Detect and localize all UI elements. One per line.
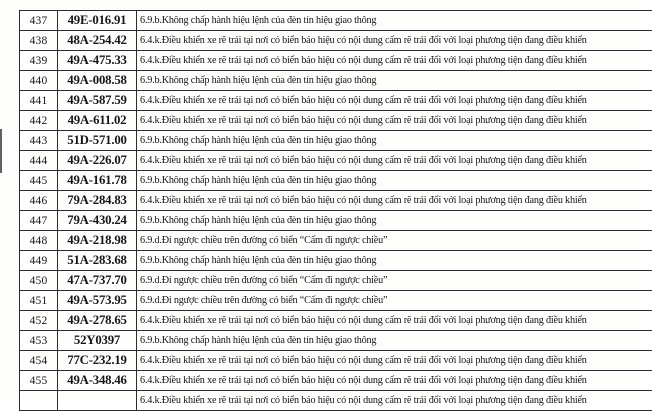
plate-cell: 49A-008.58 [58, 71, 137, 90]
violation-cell: 6.9.b.Không chấp hành hiệu lệnh của đèn tín hiệu giao thông [140, 215, 377, 226]
plate-cell: 49A-218.98 [58, 231, 137, 250]
plate-cell: 47A-737.70 [58, 271, 137, 290]
plate-cell: 51D-571.00 [58, 131, 137, 150]
violation-cell: 6.9.d.Đi ngược chiều trên đường có biển “Cấm đi ngược chiều” [140, 295, 388, 306]
violation-cell: 6.9.b.Không chấp hành hiệu lệnh của đèn tín hiệu giao thông [140, 335, 377, 346]
row-number-cell: 444 [20, 151, 58, 170]
violation-cell: 6.4.k.Điều khiển xe rẽ trái tại nơi có biển báo hiệu có nội dung cấm rẽ trái đối với loại phương tiện đang điều khiển [140, 55, 587, 66]
plate-cell: 49A-226.07 [58, 151, 137, 170]
table-row [20, 351, 652, 371]
row-number-cell: 438 [20, 31, 58, 50]
violation-cell: 6.4.k.Điều khiển xe rẽ trái tại nơi có biển báo hiệu có nội dung cấm rẽ trái đối với loại phương tiện đang điều khiển [140, 195, 587, 206]
table-row [20, 371, 652, 391]
table-row [20, 271, 652, 291]
table-row [20, 191, 652, 211]
plate-cell: 48A-254.42 [58, 31, 137, 50]
violation-cell: 6.4.k.Điều khiển xe rẽ trái tại nơi có biển báo hiệu có nội dung cấm rẽ trái đối với loại phương tiện đang điều khiển [140, 395, 587, 406]
row-number-cell: 441 [20, 91, 58, 110]
plate-cell [58, 391, 137, 410]
table-row [20, 311, 652, 331]
table-row [20, 331, 652, 351]
row-number-cell: 446 [20, 191, 58, 210]
violation-cell: 6.9.b.Không chấp hành hiệu lệnh của đèn tín hiệu giao thông [140, 175, 377, 186]
row-number-cell: 448 [20, 231, 58, 250]
plate-cell: 49A-587.59 [58, 91, 137, 110]
violation-cell: 6.4.k.Điều khiển xe rẽ trái tại nơi có biển báo hiệu có nội dung cấm rẽ trái đối với loại phương tiện đang điều khiển [140, 315, 587, 326]
plate-cell: 49E-016.91 [58, 11, 137, 30]
violation-cell: 6.4.k.Điều khiển xe rẽ trái tại nơi có biển báo hiệu có nội dung cấm rẽ trái đối với loại phương tiện đang điều khiển [140, 355, 587, 366]
plate-cell: 52Y0397 [58, 331, 137, 350]
row-number-cell: 451 [20, 291, 58, 310]
row-number-cell: 453 [20, 331, 58, 350]
row-number-cell: 440 [20, 71, 58, 90]
table-row [20, 51, 652, 71]
table-row [20, 151, 652, 171]
violation-cell: 6.9.b.Không chấp hành hiệu lệnh của đèn tín hiệu giao thông [140, 75, 377, 86]
violation-cell: 6.9.b.Không chấp hành hiệu lệnh của đèn tín hiệu giao thông [140, 255, 377, 266]
table-row [20, 111, 652, 131]
row-number-cell: 437 [20, 11, 58, 30]
row-number-cell: 452 [20, 311, 58, 330]
violation-cell: 6.4.k.Điều khiển xe rẽ trái tại nơi có biển báo hiệu có nội dung cấm rẽ trái đối với loại phương tiện đang điều khiển [140, 35, 587, 46]
violations-table [19, 10, 652, 411]
row-number-cell: 445 [20, 171, 58, 190]
violation-cell: 6.4.k.Điều khiển xe rẽ trái tại nơi có biển báo hiệu có nội dung cấm rẽ trái đối với loại phương tiện đang điều khiển [140, 115, 587, 126]
violation-cell: 6.9.b.Không chấp hành hiệu lệnh của đèn tín hiệu giao thông [140, 15, 377, 26]
plate-cell: 77C-232.19 [58, 351, 137, 370]
row-number-cell [20, 391, 58, 410]
plate-cell: 49A-475.33 [58, 51, 137, 70]
table-row [20, 91, 652, 111]
table-row [20, 231, 652, 251]
plate-cell: 79A-284.83 [58, 191, 137, 210]
row-number-cell: 455 [20, 371, 58, 390]
violation-cell: 6.9.d.Đi ngược chiều trên đường có biển “Cấm đi ngược chiều” [140, 235, 388, 246]
plate-cell: 49A-573.95 [58, 291, 137, 310]
violation-cell: 6.9.b.Không chấp hành hiệu lệnh của đèn tín hiệu giao thông [140, 135, 377, 146]
scan-artifact-line [0, 129, 2, 173]
table-row [20, 211, 652, 231]
plate-cell: 49A-348.46 [58, 371, 137, 390]
violation-cell: 6.9.d.Đi ngược chiều trên đường có biển “Cấm đi ngược chiều” [140, 275, 388, 286]
plate-cell: 49A-161.78 [58, 171, 137, 190]
row-number-cell: 439 [20, 51, 58, 70]
violation-cell: 6.4.k.Điều khiển xe rẽ trái tại nơi có biển báo hiệu có nội dung cấm rẽ trái đối với loại phương tiện đang điều khiển [140, 375, 587, 386]
table-row-partial [20, 391, 652, 411]
row-number-cell: 447 [20, 211, 58, 230]
plate-cell: 79A-430.24 [58, 211, 137, 230]
table-row [20, 31, 652, 51]
row-number-cell: 454 [20, 351, 58, 370]
violation-cell: 6.4.k.Điều khiển xe rẽ trái tại nơi có biển báo hiệu có nội dung cấm rẽ trái đối với loại phương tiện đang điều khiển [140, 155, 587, 166]
plate-cell: 49A-278.65 [58, 311, 137, 330]
row-number-cell: 443 [20, 131, 58, 150]
row-number-cell: 449 [20, 251, 58, 270]
table-row [20, 71, 652, 91]
table-row [20, 251, 652, 271]
row-number-cell: 450 [20, 271, 58, 290]
table-row [20, 131, 652, 151]
table-row [20, 291, 652, 311]
table-row [20, 171, 652, 191]
violation-cell: 6.4.k.Điều khiển xe rẽ trái tại nơi có biển báo hiệu có nội dung cấm rẽ trái đối với loại phương tiện đang điều khiển [140, 95, 587, 106]
plate-cell: 49A-611.02 [58, 111, 137, 130]
plate-cell: 51A-283.68 [58, 251, 137, 270]
row-number-cell: 442 [20, 111, 58, 130]
table-row [20, 11, 652, 31]
